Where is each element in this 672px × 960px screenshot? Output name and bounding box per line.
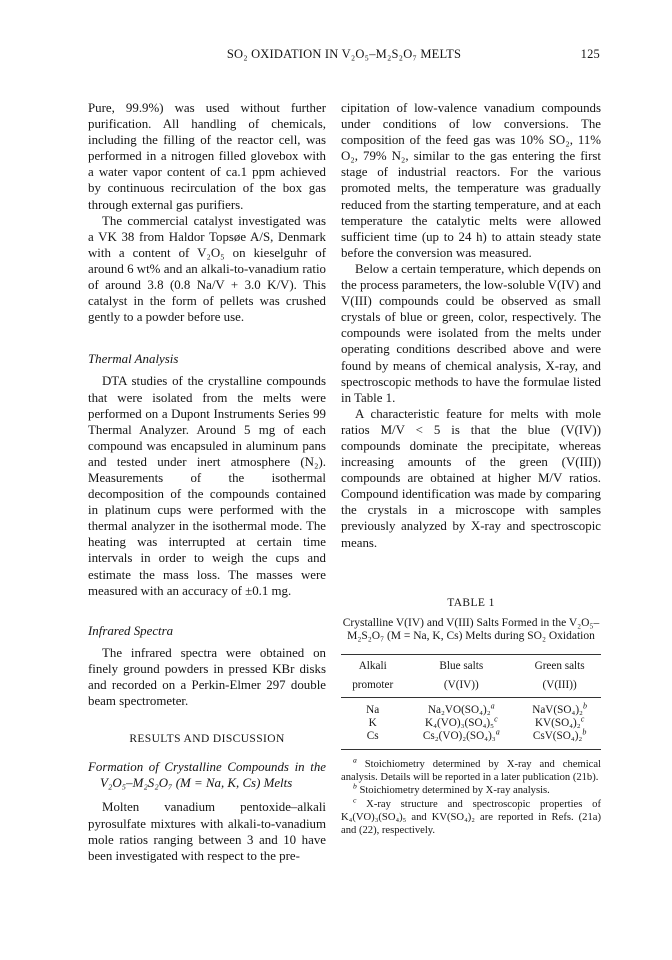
- paragraph-materials: Pure, 99.9%) was used without further purification. All handling of chemicals, including the filling of the reactor cell, was performed in a nitrogen filled glovebox with a water vapor content of ca.1 ppm achieved by continuous recirculation of the box gas through external gas purifiers.: [88, 101, 326, 212]
- col-header-green: Green salts: [518, 654, 601, 676]
- footnote-mark: c: [494, 713, 498, 723]
- table-1: [341, 595, 601, 838]
- heading-thermal-analysis: Thermal Analysis: [88, 352, 179, 367]
- footnote-mark: b: [582, 700, 587, 710]
- table-footnotes: [341, 755, 601, 838]
- paragraph-melts-intro: Molten vanadium pentoxide–alkali pyrosulfate mixtures with alkali-to-vanadium mole ratios ranging between 3 and 10 have been investigated with respect to the pre-: [88, 800, 326, 863]
- col-header-alkali: Alkali: [341, 654, 404, 676]
- page-header: [88, 47, 600, 65]
- heading-results-discussion: RESULTS AND DISCUSSION: [129, 733, 285, 746]
- cell-alkali: K: [368, 716, 377, 729]
- footnote-b: $^b$ Stoichiometry determined by X-ray analysis.: [353, 781, 550, 797]
- cell-alkali: Na: [366, 703, 380, 716]
- cell-green-salt: CsV(SO₄)₂$^b$: [518, 730, 601, 750]
- paragraph-thermal-analysis: DTA studies of the crystalline compounds that were isolated from the melts were performed on a Dupont Instruments Series 99 Thermal Analyzer. Around 5 mg of each compound was encapsuled in aluminum pans and tested under inert atmosphere (N₂). Measurements of the isothermal decomposition of the compounds contained in platinum cups were performed with the thermal analyzer in the isothermal mode. The heating was interrupted at certain time intervals in order to weigh the cups and estimate the mass loss. The masses were measured with an accuracy of ±0.1 mg.: [88, 374, 326, 598]
- cell-green-salt: NaV(SO₄)₂$^b$: [532, 700, 587, 716]
- left-column: [88, 100, 326, 864]
- cell-blue-salt: K₄(VO)₃(SO₄)₅$^c$: [425, 713, 498, 729]
- cell-blue-salt: Na₂VO(SO₄)₂$^a$: [427, 700, 495, 716]
- heading-infrared-spectra: Infrared Spectra: [88, 623, 174, 638]
- table-label: TABLE 1: [447, 596, 495, 609]
- subheading-crystalline-compounds: Formation of Crystalline Compounds in the V₂O₅–M₂S₂O₇ (M = Na, K, Cs) Melts: [88, 760, 326, 791]
- footnote-mark: a: [490, 700, 495, 710]
- salts-table: [341, 654, 601, 750]
- footnote-mark: c: [580, 713, 585, 723]
- table-row: [341, 717, 601, 730]
- footnote-a: $^a$ Stoichiometry determined by X-ray and chemical analysis. Details will be reported in a later publication (21b).: [341, 755, 601, 784]
- table-row: [341, 697, 601, 717]
- col-subheader-alkali: promoter: [341, 676, 404, 698]
- cell-blue-salt: Cs₂(VO)₂(SO₄)₃$^a$: [404, 730, 518, 750]
- col-subheader-green: (V(III)): [518, 676, 601, 698]
- col-header-blue: Blue salts: [404, 654, 518, 676]
- table-row: [341, 730, 601, 750]
- cell-alkali: Cs: [341, 730, 404, 750]
- page-number: 125: [580, 47, 600, 61]
- paragraph-infrared-spectra: The infrared spectra were obtained on finely ground powders in pressed KBr disks and recorded on a Perkin-Elmer 297 double beam spectrometer.: [88, 645, 326, 709]
- footnote-c: $^c$ X-ray structure and spectroscopic properties of K₄(VO)₃(SO₄)₅ and KV(SO₄)₂ are reported in Refs. (21a) and (22), respectively.: [341, 795, 601, 837]
- running-title: SO₂ OXIDATION IN V₂O₅–M₂S₂O₇ MELTS: [226, 47, 462, 61]
- paragraph-catalyst: The commercial catalyst investigated was a VK 38 from Haldor Topsøe A/S, Denmark with a content of V₂O₅ on kieselguhr of around 6 wt% and an alkali-to-vanadium ratio of around 3.8 (0.8 Na/V + 3.0 K/V). This catalyst in the form of pellets was crushed gently to a powder before use.: [88, 213, 326, 325]
- paragraph-characteristic-feature: A characteristic feature for melts with mole ratios M/V < 5 is that the blue (V(IV)) compounds dominate the precipitate, whereas increasing amounts of the green (V(III)) compounds are obtained at higher M/V ratios. Compound identification was made by comparing the crystals in a microscope with samples previously analyzed by X-ray and spectroscopic means.: [341, 406, 601, 550]
- footnote-mark: a: [495, 726, 500, 736]
- right-column: [341, 100, 601, 838]
- paragraph-conditions: cipitation of low-valence vanadium compounds under conditions of low conversions. The composition of the feed gas was 10% SO₂, 11% O₂, 79% N₂, similar to the gas entering the first stage of industrial reactors. For the various promoted melts, the temperature was gradually reduced from the starting temperature, and at each temperature the catalytic melts were allowed sufficient time (up to 24 h) to attain steady state before the conversion was measured.: [341, 101, 601, 260]
- cell-green-salt: KV(SO₄)₂$^c$: [534, 713, 585, 729]
- paragraph-precipitation: Below a certain temperature, which depends on the process parameters, the low-soluble V(IV) and V(III) compounds could be observed as small crystals of blue or green, color, respectively. The compounds were isolated from the melts under operating conditions described above and were found by means of chemical analysis, X-ray, and spectroscopic methods to have the formulae listed in Table 1.: [341, 261, 601, 405]
- table-caption: Crystalline V(IV) and V(III) Salts Formed in the V₂O₅–M₂S₂O₇ (M = Na, K, Cs) Melts during SO₂ Oxidation: [342, 616, 600, 643]
- col-subheader-blue: (V(IV)): [404, 676, 518, 698]
- footnote-mark: b: [582, 726, 587, 736]
